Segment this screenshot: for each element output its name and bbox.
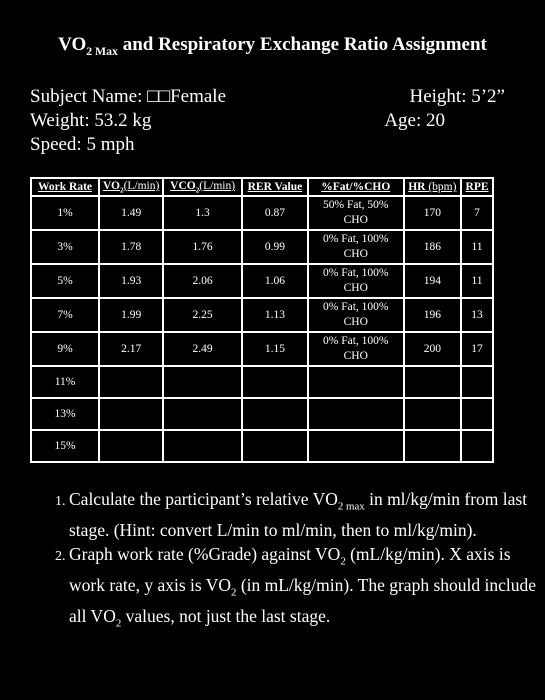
table-header-row xyxy=(31,178,493,196)
cell-fat-cho: 0% Fat, 100% CHO xyxy=(308,264,404,298)
cell-vo2 xyxy=(99,366,163,398)
header-hr: HR (bpm) xyxy=(404,178,461,196)
cell-rpe xyxy=(461,398,493,430)
cell-work-rate: 15% xyxy=(31,430,99,462)
cell-rpe: 7 xyxy=(461,196,493,230)
cell-vo2: 1.93 xyxy=(99,264,163,298)
subject-name: Subject Name: □□Female xyxy=(30,86,227,107)
cell-fat-cho: 0% Fat, 100% CHO xyxy=(308,332,404,366)
data-table xyxy=(30,177,494,463)
table-row xyxy=(31,230,493,264)
table-row xyxy=(31,196,493,230)
cell-hr xyxy=(404,398,461,430)
cell-fat-cho: 0% Fat, 100% CHO xyxy=(308,298,404,332)
subject-info-left xyxy=(30,85,226,157)
cell-rer: 1.13 xyxy=(242,298,308,332)
header-work-rate: Work Rate xyxy=(31,178,99,196)
cell-work-rate: 9% xyxy=(31,332,99,366)
cell-work-rate: 3% xyxy=(31,230,99,264)
cell-fat-cho xyxy=(308,430,404,462)
cell-rer: 1.15 xyxy=(242,332,308,366)
question-1: 1. Calculate the participant’s relative $VO_{2 max}$ in ml/kg/min from last stage. (Hint: convert L/min to ml/min, then to ml/kg/min). xyxy=(69,488,539,543)
cell-vo2 xyxy=(99,398,163,430)
cell-rpe: 11 xyxy=(461,264,493,298)
title-vo: VO xyxy=(58,34,87,55)
cell-hr: 194 xyxy=(404,264,461,298)
header-vco2: $VCO_2(L/\min)$ xyxy=(163,178,242,196)
cell-rer: 0.87 xyxy=(242,196,308,230)
cell-vco2 xyxy=(163,398,242,430)
table-row xyxy=(31,398,493,430)
title-vo-subscript: 2 Max xyxy=(86,44,118,58)
header-rer: RER Value xyxy=(242,178,308,196)
cell-rpe: 17 xyxy=(461,332,493,366)
cell-rpe: 11 xyxy=(461,230,493,264)
cell-vo2: 1.78 xyxy=(99,230,163,264)
cell-rer: 0.99 xyxy=(242,230,308,264)
table-row xyxy=(31,366,493,398)
cell-vo2: 1.99 xyxy=(99,298,163,332)
assignment-title xyxy=(0,34,545,59)
cell-rpe xyxy=(461,366,493,398)
table-row xyxy=(31,332,493,366)
subject-info-right xyxy=(384,85,505,133)
cell-vco2: 1.3 xyxy=(163,196,242,230)
table-body xyxy=(31,196,493,462)
cell-work-rate: 1% xyxy=(31,196,99,230)
question-list xyxy=(47,488,539,636)
cell-vo2: 1.49 xyxy=(99,196,163,230)
cell-rpe: 13 xyxy=(461,298,493,332)
cell-vco2: 2.49 xyxy=(163,332,242,366)
cell-vco2 xyxy=(163,366,242,398)
cell-hr: 196 xyxy=(404,298,461,332)
cell-rer xyxy=(242,366,308,398)
cell-rpe xyxy=(461,430,493,462)
cell-hr xyxy=(404,430,461,462)
cell-vco2: 2.06 xyxy=(163,264,242,298)
cell-vo2: 2.17 xyxy=(99,332,163,366)
question-2: 2. Graph work rate (%Grade) against $VO_2$ (mL/kg/min). X axis is work rate, y axis is $VO_2$ (in mL/kg/min). The graph should include all $VO_2$ values, not just the last stage. xyxy=(69,543,539,636)
cell-hr xyxy=(404,366,461,398)
table-row xyxy=(31,298,493,332)
cell-work-rate: 11% xyxy=(31,366,99,398)
subject-age: Age: 20 xyxy=(384,110,445,131)
cell-vco2 xyxy=(163,430,242,462)
subject-weight: Weight: 53.2 kg xyxy=(30,110,152,131)
cell-rer xyxy=(242,398,308,430)
subject-speed: Speed: 5 mph xyxy=(30,134,135,155)
cell-vo2 xyxy=(99,430,163,462)
cell-fat-cho xyxy=(308,398,404,430)
cell-fat-cho: 0% Fat, 100% CHO xyxy=(308,230,404,264)
cell-work-rate: 7% xyxy=(31,298,99,332)
header-rpe: RPE xyxy=(461,178,493,196)
cell-rer: 1.06 xyxy=(242,264,308,298)
cell-work-rate: 5% xyxy=(31,264,99,298)
cell-fat-cho xyxy=(308,366,404,398)
cell-vco2: 1.76 xyxy=(163,230,242,264)
cell-vco2: 2.25 xyxy=(163,298,242,332)
cell-work-rate: 13% xyxy=(31,398,99,430)
cell-hr: 170 xyxy=(404,196,461,230)
header-vo2: $VO_2(L/\min)$ xyxy=(99,178,163,196)
table-row xyxy=(31,264,493,298)
cell-hr: 186 xyxy=(404,230,461,264)
cell-hr: 200 xyxy=(404,332,461,366)
cell-rer xyxy=(242,430,308,462)
subject-height: Height: 5’2” xyxy=(409,86,505,107)
table-row xyxy=(31,430,493,462)
title-rest: and Respiratory Exchange Ratio Assignment xyxy=(117,34,487,55)
cell-fat-cho: 50% Fat, 50% CHO xyxy=(308,196,404,230)
header-fat-cho: %Fat/%CHO xyxy=(308,178,404,196)
